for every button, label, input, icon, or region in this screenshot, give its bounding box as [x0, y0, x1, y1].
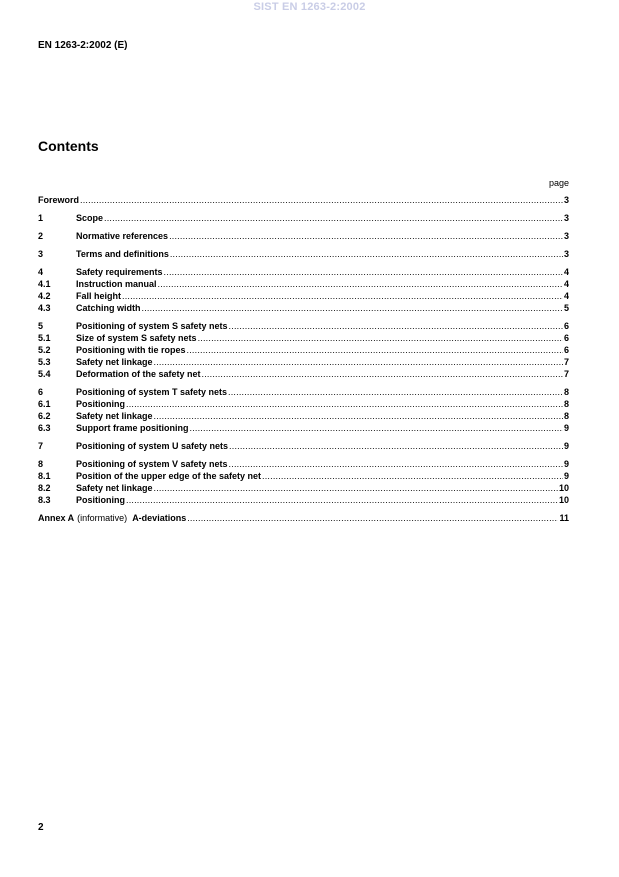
toc-entry[interactable] [38, 386, 569, 398]
toc-entry-title: Positioning of system V safety nets [76, 459, 228, 469]
toc-entry[interactable] [38, 410, 569, 422]
toc-leader-dots [122, 290, 563, 302]
toc-entry-title: Safety requirements [76, 267, 163, 277]
toc-entry[interactable] [38, 458, 569, 470]
toc-entry-page: 6 [563, 333, 569, 343]
toc-entry[interactable] [38, 248, 569, 260]
toc-entry-page: 9 [563, 459, 569, 469]
annex-note: (informative) [77, 513, 128, 523]
toc-entry[interactable] [38, 356, 569, 368]
toc-leader-dots [80, 194, 563, 206]
toc-entry-number: 4.1 [38, 279, 51, 289]
toc-leader-dots [154, 410, 563, 422]
toc-entry-page: 3 [563, 195, 569, 205]
toc-entry-title: Foreword [38, 195, 80, 205]
toc-entry-page: 5 [563, 303, 569, 313]
toc-entry-foreword[interactable] [38, 194, 569, 206]
toc-entry-number: 1 [38, 213, 44, 223]
toc-entry[interactable] [38, 290, 569, 302]
toc-leader-dots [187, 512, 558, 524]
toc-entry[interactable] [38, 266, 569, 278]
toc-entry-page: 11 [559, 513, 569, 523]
toc-entry-title: Deformation of the safety net [76, 369, 201, 379]
toc-entry[interactable] [38, 320, 569, 332]
toc-entry-number: 5 [38, 321, 44, 331]
toc-entry[interactable] [38, 344, 569, 356]
toc-leader-dots [229, 440, 563, 452]
document-id: EN 1263-2:2002 (E) [38, 40, 128, 51]
toc-entry-page: 8 [563, 387, 569, 397]
toc-entry-title: Support frame positioning [76, 423, 189, 433]
toc-entry-title: Positioning [76, 399, 125, 409]
toc-entry-title: Positioning of system T safety nets [76, 387, 228, 397]
toc-entry-number: 6.3 [38, 423, 51, 433]
toc-entry-number: 5.4 [38, 369, 51, 379]
toc-entry-title: Positioning of system U safety nets [76, 441, 229, 451]
toc-entry-title: Positioning with tie ropes [76, 345, 186, 355]
toc-entry[interactable] [38, 368, 569, 380]
page-column-label: page [548, 178, 569, 188]
toc-entry-page: 9 [563, 423, 569, 433]
toc-entry-number: 4.2 [38, 291, 51, 301]
toc-leader-dots [170, 248, 563, 260]
toc-leader-dots [104, 212, 563, 224]
toc-entry-page: 9 [563, 471, 569, 481]
toc-leader-dots [198, 332, 563, 344]
toc-entry-page: 9 [563, 441, 569, 451]
toc-entry[interactable] [38, 470, 569, 482]
toc-entry-number: 4.3 [38, 303, 51, 313]
toc-entry-page: 6 [563, 321, 569, 331]
toc-entry-page: 4 [563, 291, 569, 301]
toc-entry-page: 3 [563, 249, 569, 259]
toc-entry-number: 6.1 [38, 399, 51, 409]
toc-entry-title: Safety net linkage [76, 483, 153, 493]
toc-entry-page: 4 [563, 267, 569, 277]
toc-leader-dots [187, 344, 563, 356]
toc-entry-title: Scope [76, 213, 104, 223]
toc-leader-dots [154, 356, 563, 368]
toc-entry[interactable] [38, 494, 569, 506]
toc-entry[interactable] [38, 278, 569, 290]
toc-entry-page: 10 [558, 495, 569, 505]
toc-entry-number: 4 [38, 267, 44, 277]
toc-entry-annex-a[interactable] [38, 512, 569, 524]
toc-entry-number: 8.1 [38, 471, 51, 481]
toc-leader-dots [202, 368, 563, 380]
toc-entry[interactable] [38, 422, 569, 434]
toc-entry[interactable] [38, 302, 569, 314]
toc-leader-dots [142, 302, 563, 314]
toc-leader-dots [229, 458, 563, 470]
toc-entry-page: 3 [563, 231, 569, 241]
toc-leader-dots [164, 266, 563, 278]
toc-leader-dots [190, 422, 563, 434]
toc-entry-number: 5.3 [38, 357, 51, 367]
watermark: SIST EN 1263-2:2002 [253, 1, 366, 13]
toc-entry-number: 8 [38, 459, 44, 469]
toc-leader-dots [229, 320, 563, 332]
toc-leader-dots [126, 494, 558, 506]
toc-entry-number: 8.2 [38, 483, 51, 493]
toc-entry-page: 3 [563, 213, 569, 223]
toc-entry-title: Position of the upper edge of the safety net [76, 471, 262, 481]
contents-heading: Contents [38, 138, 99, 154]
toc-entry-page: 10 [558, 483, 569, 493]
toc-entry-title: Size of system S safety nets [76, 333, 197, 343]
toc-entry[interactable] [38, 212, 569, 224]
toc-entry-number: 8.3 [38, 495, 51, 505]
table-of-contents [38, 194, 569, 524]
toc-entry-title: Safety net linkage [76, 357, 153, 367]
toc-entry-page: 7 [563, 357, 569, 367]
toc-entry[interactable] [38, 398, 569, 410]
toc-entry-title: Fall height [76, 291, 121, 301]
toc-entry-number: 5.1 [38, 333, 51, 343]
toc-entry-number: 6.2 [38, 411, 51, 421]
toc-entry-page: 4 [563, 279, 569, 289]
toc-leader-dots [169, 230, 563, 242]
toc-leader-dots [158, 278, 563, 290]
toc-entry-title: Positioning [76, 495, 125, 505]
toc-entry[interactable] [38, 482, 569, 494]
toc-leader-dots [262, 470, 563, 482]
toc-entry-page: 6 [563, 345, 569, 355]
toc-entry-number: 6 [38, 387, 44, 397]
annex-label: Annex A [38, 513, 75, 523]
toc-entry-title: Positioning of system S safety nets [76, 321, 228, 331]
toc-entry[interactable] [38, 440, 569, 452]
toc-entry-title: Instruction manual [76, 279, 157, 289]
toc-entry[interactable] [38, 332, 569, 344]
toc-leader-dots [126, 398, 563, 410]
toc-entry-page: 7 [563, 369, 569, 379]
toc-entry-page: 8 [563, 411, 569, 421]
toc-entry-title: Normative references [76, 231, 169, 241]
toc-leader-dots [154, 482, 558, 494]
toc-entry-page: 8 [563, 399, 569, 409]
toc-entry[interactable] [38, 230, 569, 242]
toc-leader-dots [228, 386, 563, 398]
toc-entry-number: 7 [38, 441, 44, 451]
toc-entry-number: 5.2 [38, 345, 51, 355]
toc-entry-title: A-deviations [132, 513, 187, 523]
page-number: 2 [38, 822, 44, 833]
toc-entry-number: 2 [38, 231, 44, 241]
toc-entry-number: 3 [38, 249, 44, 259]
toc-entry-title: Terms and definitions [76, 249, 169, 259]
toc-entry-title: Catching width [76, 303, 141, 313]
toc-entry-title: Safety net linkage [76, 411, 153, 421]
